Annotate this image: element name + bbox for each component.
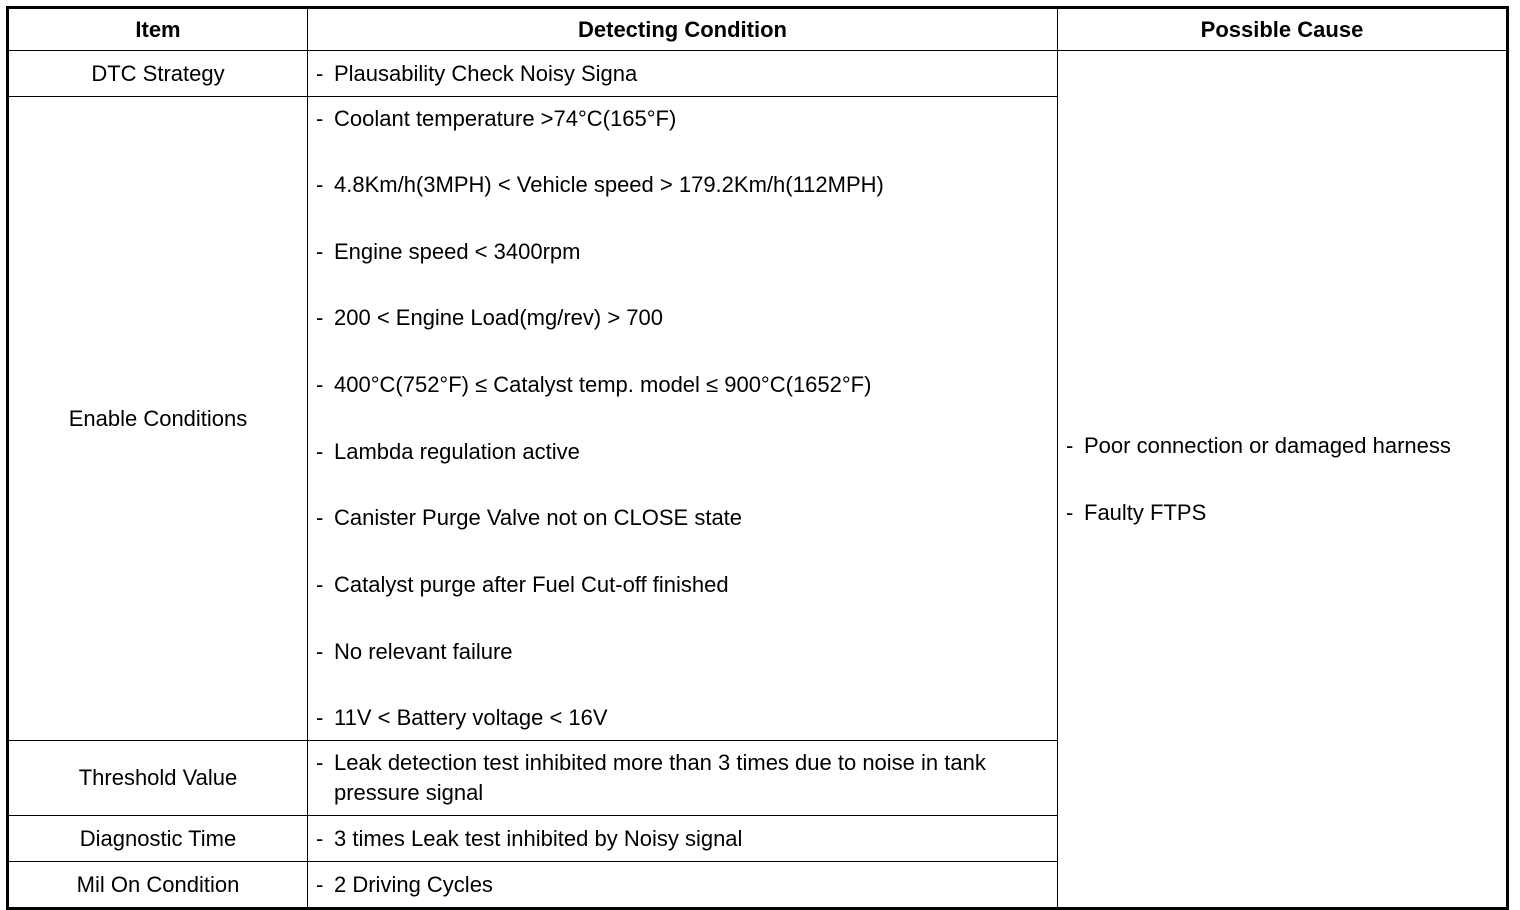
bullet-dash: -	[1066, 499, 1074, 525]
enable-conditions-list	[316, 104, 1049, 734]
condition-text: 2 Driving Cycles	[334, 871, 493, 897]
condition-line	[316, 59, 1049, 89]
bullet-dash: -	[316, 825, 324, 851]
condition-line	[316, 237, 1049, 267]
possible-cause-cell	[1058, 51, 1508, 909]
condition-text: Engine speed < 3400rpm	[334, 238, 581, 264]
table-row-dtc-strategy	[8, 51, 1508, 97]
condition-text: Lambda regulation active	[334, 438, 580, 464]
cause-line	[1066, 498, 1498, 528]
condition-mil-on-condition	[308, 862, 1058, 909]
condition-line	[316, 570, 1049, 600]
condition-line	[316, 637, 1049, 667]
condition-line	[316, 748, 1049, 808]
bullet-dash: -	[316, 238, 324, 264]
header-row	[8, 8, 1508, 51]
condition-line	[316, 104, 1049, 134]
dtc-table-container	[6, 6, 1509, 910]
condition-diagnostic-time	[308, 816, 1058, 862]
dtc-table	[6, 6, 1509, 910]
condition-text: Coolant temperature >74°C(165°F)	[334, 105, 677, 131]
header-detecting-condition: Detecting Condition	[308, 8, 1058, 51]
condition-threshold-value	[308, 741, 1058, 816]
bullet-dash: -	[316, 305, 324, 331]
cause-text: Faulty FTPS	[1084, 499, 1207, 525]
condition-text: 11V < Battery voltage < 16V	[334, 705, 608, 731]
condition-text: 4.8Km/h(3MPH) < Vehicle speed > 179.2Km/h(112MPH)	[334, 172, 884, 198]
condition-line	[316, 703, 1049, 733]
bullet-dash: -	[316, 505, 324, 531]
condition-line	[316, 170, 1049, 200]
item-enable-conditions: Enable Conditions	[8, 97, 308, 741]
bullet-dash: -	[316, 750, 324, 775]
condition-line	[316, 824, 1049, 854]
bullet-dash: -	[316, 172, 324, 198]
header-possible-cause: Possible Cause	[1058, 8, 1508, 51]
bullet-dash: -	[316, 60, 324, 86]
condition-line	[316, 503, 1049, 533]
bullet-dash: -	[1066, 432, 1074, 458]
bullet-dash: -	[316, 871, 324, 897]
condition-text: Plausability Check Noisy Signa	[334, 60, 638, 86]
condition-text: Canister Purge Valve not on CLOSE state	[334, 505, 743, 531]
condition-text: 200 < Engine Load(mg/rev) > 700	[334, 305, 664, 331]
condition-line	[316, 870, 1049, 900]
item-dtc-strategy: DTC Strategy	[8, 51, 308, 97]
item-threshold-value: Threshold Value	[8, 741, 308, 816]
item-diagnostic-time: Diagnostic Time	[8, 816, 308, 862]
bullet-dash: -	[316, 438, 324, 464]
item-mil-on-condition: Mil On Condition	[8, 862, 308, 909]
bullet-dash: -	[316, 105, 324, 131]
condition-line	[316, 370, 1049, 400]
cause-text: Poor connection or damaged harness	[1084, 432, 1451, 458]
header-item: Item	[8, 8, 308, 51]
condition-line	[316, 303, 1049, 333]
bullet-dash: -	[316, 372, 324, 398]
condition-dtc-strategy	[308, 51, 1058, 97]
bullet-dash: -	[316, 638, 324, 664]
condition-line	[316, 437, 1049, 467]
condition-text: No relevant failure	[334, 638, 513, 664]
bullet-dash: -	[316, 705, 324, 731]
condition-text: 3 times Leak test inhibited by Noisy signal	[334, 825, 743, 851]
condition-enable-conditions	[308, 97, 1058, 741]
condition-text: Leak detection test inhibited more than 3 times due to noise in tank pressure signal	[334, 750, 986, 805]
bullet-dash: -	[316, 572, 324, 598]
condition-text: Catalyst purge after Fuel Cut-off finished	[334, 572, 729, 598]
possible-cause-list	[1066, 431, 1498, 528]
condition-text: 400°C(752°F) ≤ Catalyst temp. model ≤ 900°C(1652°F)	[334, 372, 872, 398]
cause-line	[1066, 431, 1498, 461]
